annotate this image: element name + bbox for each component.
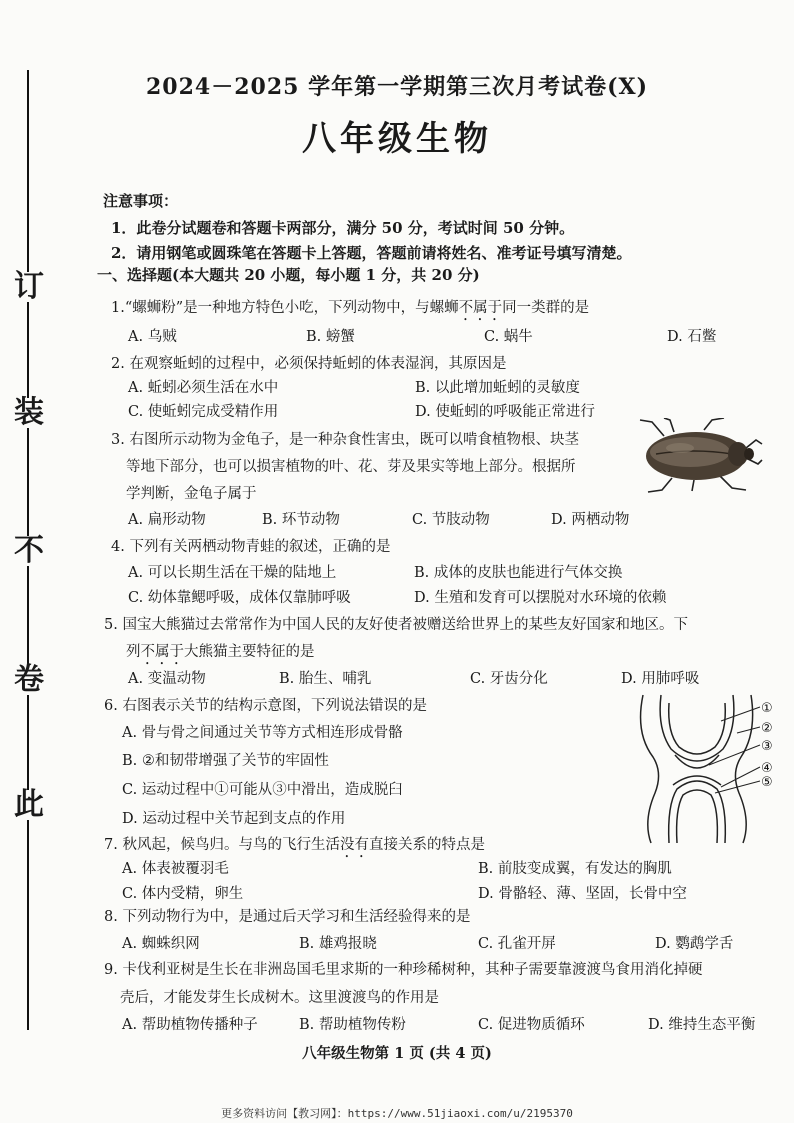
question-3-stem: 3. 右图所示动物为金龟子，是一种杂食性害虫，既可以啃食植物根、块茎 <box>111 432 579 448</box>
option-d: D. 维持生态平衡 <box>648 1017 756 1033</box>
option-d: D. 石鳖 <box>667 329 717 345</box>
option-b: B. 雄鸡报晓 <box>299 936 377 952</box>
option-a: A. 骨与骨之间通过关节等方式相连形成骨骼 <box>122 725 403 741</box>
option-c: C. 蜗牛 <box>484 329 533 345</box>
joint-label: ① <box>761 701 773 716</box>
notice-item: 1．此卷分试题卷和答题卡两部分，满分 50 分，考试时间 50 分钟。 <box>111 219 575 237</box>
option-d: D. 两栖动物 <box>551 512 630 528</box>
option-c: C. 幼体靠鳃呼吸，成体仅靠肺呼吸 <box>128 590 351 606</box>
option-d: D. 骨骼轻、薄、坚固，长骨中空 <box>478 886 687 902</box>
option-c: C. 牙齿分化 <box>470 671 548 687</box>
joint-label: ③ <box>761 739 773 754</box>
option-a: A. 可以长期生活在干燥的陆地上 <box>128 565 337 581</box>
notice-item: 2．请用钢笔或圆珠笔在答题卡上答题，答题前请将姓名、准考证号填写清楚。 <box>111 244 632 262</box>
joint-label: ② <box>761 721 773 736</box>
gutter-char: 装 <box>10 398 48 428</box>
option-a: A. 变温动物 <box>128 671 206 687</box>
option-b: B. 环节动物 <box>262 512 340 528</box>
question-7-stem: 7. 秋风起，候鸟归。与鸟的飞行生活没有直接关系的特点是 <box>104 837 485 853</box>
watermark-text: 更多资料访问【教习网】：https://www.51jiaoxi.com/u/2195370 <box>221 1107 573 1120</box>
option-a: A. 体表被覆羽毛 <box>122 861 229 877</box>
option-b: B. 帮助植物传粉 <box>299 1017 406 1033</box>
option-d: D. 运动过程中关节起到支点的作用 <box>122 811 346 827</box>
option-a: A. 帮助植物传播种子 <box>122 1017 258 1033</box>
question-9-stem-cont: 壳后，才能发芽生长成树木。这里渡渡鸟的作用是 <box>120 990 439 1006</box>
option-c: C. 节肢动物 <box>412 512 490 528</box>
notice-heading: 注意事项： <box>103 192 179 210</box>
question-6-stem: 6. 右图表示关节的结构示意图，下列说法错误的是 <box>104 698 427 714</box>
question-9-stem: 9. 卡伐利亚树是生长在非洲岛国毛里求斯的一种珍稀树种，其种子需要靠渡渡鸟食用消化掉硬 <box>104 962 703 978</box>
option-b: B. ②和韧带增强了关节的牢固性 <box>122 753 329 769</box>
subject-title: 八年级生物 <box>302 119 492 159</box>
option-b: B. 成体的皮肤也能进行气体交换 <box>414 565 623 581</box>
gutter-char: 不 <box>10 536 48 566</box>
option-c: C. 促进物质循环 <box>478 1017 585 1033</box>
option-d: D. 使蚯蚓的呼吸能正常进行 <box>415 404 595 420</box>
question-5-stem: 5. 国宝大熊猫过去常常作为中国人民的友好使者被赠送给世界上的某些友好国家和地区。下 <box>104 617 688 633</box>
option-a: A. 蜘蛛织网 <box>122 936 200 952</box>
beetle-illustration <box>634 418 764 493</box>
option-b: B. 以此增加蚯蚓的灵敏度 <box>415 380 580 396</box>
option-b: B. 前肢变成翼，有发达的胸肌 <box>478 861 672 877</box>
option-b: B. 胎生、哺乳 <box>279 671 372 687</box>
option-d: D. 鹦鹉学舌 <box>655 936 734 952</box>
joint-label: ④ <box>761 761 773 776</box>
exam-title: 2024－2025 学年第一学期第三次月考试卷(X) <box>145 74 648 100</box>
question-3-stem-cont: 等地下部分，也可以损害植物的叶、花、芽及果实等地上部分。根据所 <box>126 459 576 475</box>
question-8-stem: 8. 下列动物行为中，是通过后天学习和生活经验得来的是 <box>104 909 471 925</box>
option-d: D. 用肺呼吸 <box>621 671 700 687</box>
gutter-char: 此 <box>10 790 48 820</box>
option-a: A. 蚯蚓必须生活在水中 <box>128 380 279 396</box>
option-b: B. 螃蟹 <box>306 329 355 345</box>
joint-label: ⑤ <box>761 775 773 790</box>
option-c: C. 体内受精，卵生 <box>122 886 244 902</box>
option-c: C. 孔雀开屏 <box>478 936 556 952</box>
option-d: D. 生殖和发育可以摆脱对水环境的依赖 <box>414 590 667 606</box>
question-3-stem-cont: 学判断，金龟子属于 <box>126 486 257 502</box>
gutter-char: 订 <box>10 272 48 302</box>
gutter-char: 卷 <box>10 665 48 695</box>
page-footer: 八年级生物第 1 页 (共 4 页) <box>302 1045 492 1062</box>
question-4-stem: 4. 下列有关两栖动物青蛙的叙述，正确的是 <box>111 539 391 555</box>
section-title: 一、选择题(本大题共 20 小题，每小题 1 分，共 20 分) <box>97 266 480 284</box>
option-a: A. 扁形动物 <box>128 512 206 528</box>
question-5-stem-cont: 列不属于大熊猫主要特征的是 <box>126 644 315 660</box>
option-a: A. 乌贼 <box>128 329 177 345</box>
option-c: C. 使蚯蚓完成受精作用 <box>128 404 279 420</box>
option-c: C. 运动过程中①可能从③中滑出，造成脱臼 <box>122 782 403 798</box>
question-2-stem: 2. 在观察蚯蚓的过程中，必须保持蚯蚓的体表湿润，其原因是 <box>111 356 507 372</box>
joint-diagram <box>625 693 794 845</box>
question-1-stem: 1.“螺蛳粉”是一种地方特色小吃，下列动物中，与螺蛳不属于同一类群的是 <box>111 300 590 316</box>
